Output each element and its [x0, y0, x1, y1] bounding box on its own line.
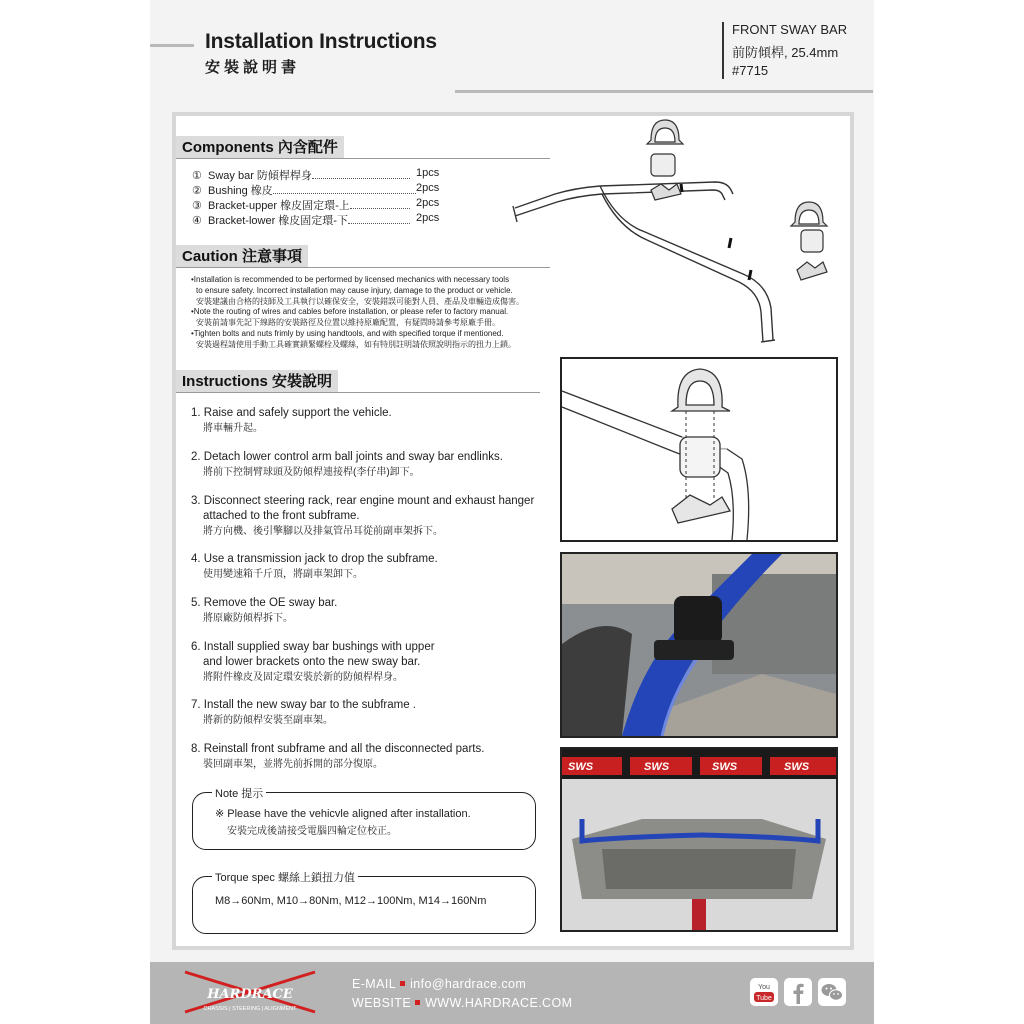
caution-line: •Note the routing of wires and cables before installation, or please refer to factory manual. [191, 307, 509, 317]
instructions-rule [176, 392, 540, 393]
component-name: Bushing 橡皮 [208, 185, 273, 197]
caution-heading-zh: 注意事項 [242, 247, 303, 265]
component-qty: 2pcs [416, 212, 440, 224]
contact-website [352, 996, 572, 1010]
component-qty: 2pcs [416, 182, 440, 194]
instruction-step [191, 596, 551, 626]
caution-line: 安裝建議由合格的技師及工具執行以確保安全，安裝錯誤可能對人員、產品及車輛造成傷害。 [196, 296, 524, 306]
step-text-zh: 將附件橡皮及固定環安裝於新的防傾桿桿身。 [203, 672, 403, 683]
step-text-zh: 將前下控制臂球頭及防傾桿連接桿(李仔串)卸下。 [203, 467, 420, 478]
instruction-step [191, 552, 551, 582]
brand-tagline: CHASSIS | STEERING | ALIGNMENT [203, 1006, 297, 1012]
note-label: Note 提示 [212, 785, 266, 801]
banner-text: SWS [644, 761, 670, 773]
banner-text: SWS [568, 761, 594, 773]
banner-text: SWS [784, 761, 810, 773]
component-name: Bracket-upper 橡皮固定環-上 [208, 200, 350, 212]
instruction-step [191, 742, 551, 772]
website-label: WEBSITE [352, 996, 412, 1010]
instructions-heading [176, 370, 338, 392]
instruction-step [191, 406, 551, 436]
step-text-en-cont: attached to the front subframe. [203, 510, 360, 522]
component-num: ① [192, 170, 202, 182]
step-text-zh: 使用變速箱千斤頂，將副車架卸下。 [203, 569, 363, 580]
component-item [192, 182, 442, 198]
header-rule-left [150, 44, 194, 47]
bullet-square [400, 981, 405, 986]
component-num: ③ [192, 200, 202, 212]
note-text-zh: 安裝完成後請接受電腦四輪定位校正。 [227, 826, 397, 837]
instructions-heading-zh: 安裝說明 [272, 372, 333, 390]
brand-name: HARDRACE [207, 987, 293, 1002]
component-name: Sway bar 防傾桿桿身 [208, 170, 312, 182]
website-link[interactable]: WWW.HARDRACE.COM [425, 996, 573, 1010]
page-title-zh: 安裝說明書 [205, 58, 301, 76]
product-divider [722, 22, 724, 79]
dot-leader [350, 200, 410, 209]
sway-bar-drawing [515, 182, 733, 208]
product-name: FRONT SWAY BAR [732, 22, 848, 37]
bushing-drawing [651, 154, 823, 252]
youtube-icon[interactable] [750, 978, 778, 1006]
dot-leader [348, 215, 410, 224]
component-item [192, 167, 442, 183]
instruction-step [191, 640, 551, 685]
step-text-en: 3. Disconnect steering rack, rear engine mount and exhaust hanger [191, 495, 535, 507]
caution-line: 安裝過程請使用手動工具確實鎖緊螺栓及螺絲，如有特別註明請依照說明指示的扭力上鎖。 [196, 339, 516, 349]
page-title: Installation Instructions [205, 30, 437, 53]
instructions-heading-en: Instructions [182, 373, 268, 390]
caution-heading-en: Caution [182, 248, 238, 265]
step-text-en: 5. Remove the OE sway bar. [191, 597, 338, 609]
bushing-bracket [674, 596, 722, 644]
product-code: #7715 [732, 63, 769, 78]
product-spec: 前防傾桿, 25.4mm [732, 45, 839, 60]
component-num: ④ [192, 215, 202, 227]
components-heading-en: Components [182, 139, 274, 156]
svg-text:You: You [758, 984, 770, 991]
step-text-en: 1. Raise and safely support the vehicle. [191, 407, 392, 419]
step-text-en: 4. Use a transmission jack to drop the subframe. [191, 553, 438, 565]
step-text-zh: 裝回副車架，並將先前拆開的部分復原。 [203, 759, 383, 770]
step-text-en: 2. Detach lower control arm ball joints and sway bar endlinks. [191, 451, 503, 463]
step-text-zh: 將方向機、後引擎腳以及排氣管吊耳從前副車架拆下。 [203, 526, 443, 537]
instruction-step [191, 494, 551, 539]
step-text-en-cont: and lower brackets onto the new sway bar. [203, 656, 421, 668]
step-text-en: 7. Install the new sway bar to the subframe . [191, 699, 417, 711]
wechat-icon[interactable] [818, 978, 846, 1006]
dot-leader [312, 170, 410, 179]
hardrace-logo [180, 968, 320, 1016]
component-qty: 1pcs [416, 167, 440, 179]
email-link[interactable]: info@hardrace.com [410, 977, 527, 991]
email-label: E-MAIL [352, 977, 397, 991]
bullet-square [415, 1000, 420, 1005]
step-text-zh: 將新的防傾桿安裝至副車架。 [203, 715, 333, 726]
instruction-step [191, 698, 551, 728]
components-heading [176, 136, 344, 158]
torque-label: Torque spec 螺絲上鎖扭力值 [212, 869, 358, 885]
banner-text: SWS [712, 761, 738, 773]
caution-text [191, 275, 556, 351]
bracket-lower-drawing [651, 184, 827, 280]
header-rule-right [455, 90, 873, 93]
caution-heading [176, 245, 308, 267]
step-text-zh: 將車輛升起。 [203, 423, 263, 434]
contact-email [352, 977, 526, 991]
caution-line: 安裝前請事先記下線路的安裝路徑及位置以維持原廠配置，有疑問時請參考原廠手冊。 [196, 318, 500, 328]
assembly-diagram [560, 357, 838, 542]
torque-values: M8→60Nm, M10→80Nm, M12→100Nm, M14→160Nm [215, 895, 487, 907]
step-text-en: 8. Reinstall front subframe and all the disconnected parts. [191, 743, 485, 755]
dot-leader [273, 185, 416, 194]
component-name: Bracket-lower 橡皮固定環-下 [208, 215, 348, 227]
installed-closeup-photo [560, 552, 838, 738]
svg-text:Tube: Tube [756, 995, 772, 1002]
caution-rule [176, 267, 550, 268]
caution-line: •Tighten bolts and nuts frimly by using handtools, and with specified torque if mentioned. [191, 328, 504, 338]
step-text-en: 6. Install supplied sway bar bushings with upper [191, 641, 435, 653]
instruction-step [191, 450, 551, 480]
facebook-icon[interactable] [784, 978, 812, 1006]
subframe-photo [560, 747, 838, 932]
bracket-lower-drawing [672, 495, 730, 523]
components-rule [176, 158, 550, 159]
caution-line: •Installation is recommended to be performed by licensed mechanics with necessary tools [191, 275, 510, 284]
step-text-zh: 將原廠防傾桿拆下。 [203, 613, 293, 624]
caution-line: to ensure safety. Incorrect installation may cause injury, damage to the product or vehicle. [196, 285, 513, 295]
component-qty: 2pcs [416, 197, 440, 209]
component-num: ② [192, 185, 202, 197]
component-item [192, 212, 442, 228]
component-item [192, 197, 442, 213]
note-text-en: ※ Please have the vehicvle aligned after installation. [215, 808, 471, 820]
components-heading-zh: 內含配件 [277, 138, 338, 156]
